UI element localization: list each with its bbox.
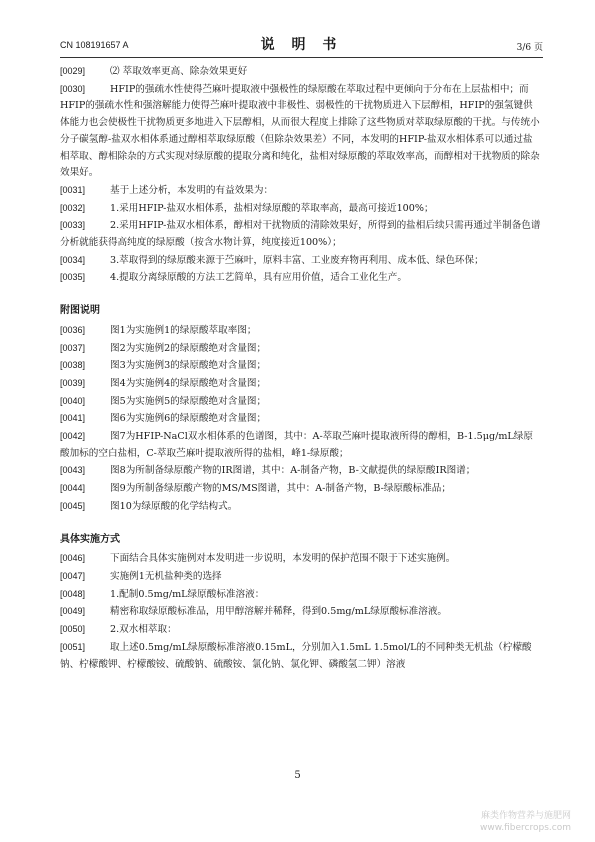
paragraph-text: 1.采用HFIP-盐双水相体系，盐相对绿原酸的萃取率高，最高可接近100%； [110,202,434,214]
paragraph [60,550,542,568]
paragraph-text: 2.采用HFIP-盐双水相体系，醇相对干扰物质的清除效果好，所得到的盐相后续只需再通过半制备色谱分析就能获得高纯度的绿原酸（按含水物计算，纯度接近100%）； [60,220,541,249]
page-reference: 3/6 页 [516,43,543,53]
paragraph [60,322,542,340]
document-body [60,63,542,673]
paragraph-text: 精密称取绿原酸标准品，用甲醇溶解并稀释，得到0.5mg/mL绿原酸标准溶液。 [110,606,448,618]
paragraph [60,603,542,621]
paragraph-list-embodiments [60,550,542,673]
page-header [60,34,543,54]
paragraph-number: [0033] [60,220,86,231]
paragraph-text: ⑵ 萃取效率更高、除杂效果更好 [110,66,248,77]
paragraph-text: 取上述0.5mg/mL绿原酸标准溶液0.15mL，分别加入1.5mL 1.5mol/L的不同种类无机盐（柠檬酸钠、柠檬酸钾、柠檬酸铵、硫酸钠、硫酸铵、氯化钠、氯化钾、磷酸氢二钾）溶液 [60,641,532,670]
paragraph [60,375,542,393]
paragraph [60,269,542,287]
paragraph-text: 图4为实施例4的绿原酸绝对含量图； [110,377,267,389]
paragraph-text: 图9为所制备绿原酸产物的MS/MS图谱，其中：A-制备产物，B-绿原酸标准品； [110,483,451,495]
paragraph [60,462,542,480]
paragraph-number: [0042] [60,431,86,442]
paragraph-number: [0037] [60,342,86,353]
paragraph-number: [0031] [60,184,86,195]
paragraph-text: 图1为实施例1的绿原酸萃取率图； [110,324,257,336]
paragraph-number: [0035] [60,272,86,283]
paragraph [60,586,542,604]
paragraph-text: 基于上述分析，本发明的有益效果为： [110,184,274,196]
paragraph-number: [0036] [60,324,86,335]
paragraph [60,621,542,639]
paragraph-number: [0049] [60,606,86,617]
watermark [480,810,571,834]
paragraph [60,357,542,375]
paragraph-number: [0038] [60,360,86,371]
paragraph-text: 图6为实施例6的绿原酸绝对含量图； [110,413,267,425]
paragraph [60,200,542,218]
paragraph-list-figures [60,322,542,516]
document-title: 说 明 书 [260,37,343,53]
paragraph-text: 3.萃取得到的绿原酸来源于苎麻叶，原料丰富、工业废弃物再利用、成本低、绿色环保； [110,254,484,266]
header-rule [60,57,543,58]
paragraph-text: 图5为实施例5的绿原酸绝对含量图； [110,395,267,407]
paragraph-list-top [60,63,542,287]
paragraph [60,217,542,251]
paragraph-number: [0039] [60,377,86,388]
paragraph-number: [0046] [60,553,86,564]
paragraph [60,410,542,428]
paragraph-number: [0048] [60,588,86,599]
paragraph-number: [0051] [60,641,86,652]
paragraph-text: HFIP的强疏水性使得苎麻叶提取液中强极性的绿原酸在萃取过程中更倾向于分布在上层盐相中；而HFIP的强疏水性和强溶解能力使得苎麻叶提取液中非极性、弱极性的干扰物质进入下层醇相，HFIP的强氢键供体能力也会使极性干扰物质更多地进入下层醇相，从而很大程度上排除了这些物质对萃取绿原酸的干扰。与传统小分子碳氢醇-盐双水相体系通过醇相萃取绿原酸（但除杂效果差）不同，本发明的HFIP-盐双水相体系可以通过盐相萃取、醇相除杂的方式实现对绿原酸的提取分离和纯化，盐相对绿原酸的萃取效率高，而醇相对干扰物质的除杂效果好。 [60,83,540,179]
paragraph [60,428,542,462]
paragraph [60,480,542,498]
paragraph-number: [0043] [60,465,86,476]
paragraph-text: 实施例1无机盐种类的选择 [110,570,222,582]
watermark-line-1: 麻类作物营养与施肥网 [480,811,571,821]
paragraph-number: [0047] [60,570,86,581]
paragraph-number: [0034] [60,254,86,265]
patent-number: CN 108191657 A [60,40,129,50]
paragraph-number: [0040] [60,395,86,406]
paragraph [60,393,542,411]
paragraph [60,182,542,200]
paragraph [60,568,542,586]
paragraph [60,639,542,673]
paragraph-number: [0041] [60,413,86,424]
paragraph-number: [0032] [60,202,86,213]
section-heading-embodiments: 具体实施方式 [60,533,120,545]
paragraph-text: 图10为绿原酸的化学结构式。 [110,500,238,512]
paragraph-text: 图2为实施例2的绿原酸绝对含量图； [110,342,267,354]
page-number: 5 [294,770,301,781]
paragraph-text: 1.配制0.5mg/mL绿原酸标准溶液： [110,588,265,600]
paragraph [60,498,542,516]
paragraph-number: [0044] [60,483,86,494]
paragraph-text: 图3为实施例3的绿原酸绝对含量图； [110,360,267,372]
paragraph-number: [0050] [60,624,86,635]
paragraph [60,63,542,81]
paragraph-text: 下面结合具体实施例对本发明进一步说明，本发明的保护范围不限于下述实施例。 [110,553,456,565]
paragraph-number: [0030] [60,83,86,94]
watermark-line-2: www.fibercrops.com [480,823,571,833]
section-heading-figures: 附图说明 [60,305,100,317]
paragraph [60,81,542,182]
paragraph-text: 4.提取分离绿原酸的方法工艺简单，具有应用价值，适合工业化生产。 [110,272,407,284]
paragraph-text: 图7为HFIP-NaCl双水相体系的色谱图，其中：A-萃取苎麻叶提取液所得的醇相，B-1.5μg/mL绿原酸加标的空白盐相，C-萃取苎麻叶提取液所得的盐相，峰1-绿原酸； [60,431,533,459]
paragraph-text: 图8为所制备绿原酸产物的IR图谱，其中：A-制备产物，B-文献提供的绿原酸IR图谱； [110,465,476,477]
paragraph [60,252,542,270]
paragraph-text: 2.双水相萃取： [110,624,177,636]
paragraph [60,340,542,358]
paragraph-number: [0045] [60,500,86,511]
paragraph-number: [0029] [60,66,86,76]
